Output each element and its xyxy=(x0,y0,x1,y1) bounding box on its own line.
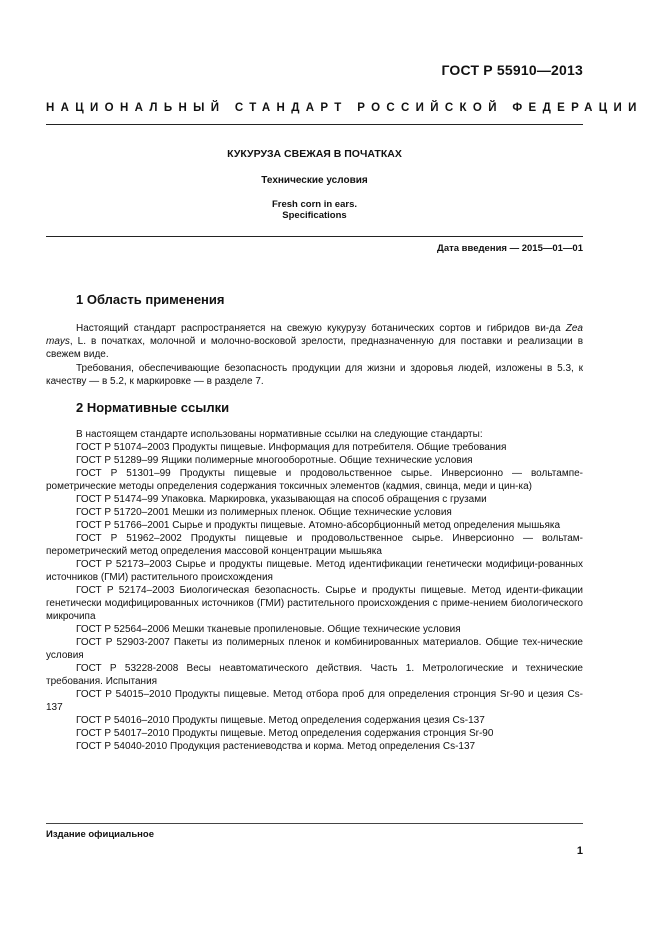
references-intro: В настоящем стандарте использованы нормативные ссылки на следующие стандарты: xyxy=(76,429,483,440)
reference-item: ГОСТ Р 51301–99 Продукты пищевые и продовольственное сырье. Инверсионно — вольтампе-рометрические методы определения содержания токсичных элементов (кадмия, свинца, меди и цин-ка) xyxy=(46,468,583,492)
document-title-english xyxy=(46,199,583,221)
reference-item: ГОСТ Р 54017–2010 Продукты пищевые. Метод определения содержания стронция Sr-90 xyxy=(76,728,494,739)
footer-divider xyxy=(46,823,583,824)
document-title: КУКУРУЗА СВЕЖАЯ В ПОЧАТКАХ xyxy=(227,148,402,160)
reference-item: ГОСТ Р 54015–2010 Продукты пищевые. Метод отбора проб для определения стронция Sr-90 и цезия Cs-137 xyxy=(46,689,583,713)
page-number: 1 xyxy=(576,845,583,857)
title-divider xyxy=(46,236,583,237)
reference-item: ГОСТ Р 52903-2007 Пакеты из полимерных пленок и комбинированных материалов. Общие тех-нические условия xyxy=(46,637,583,661)
reference-item: ГОСТ Р 53228-2008 Весы неавтоматического действия. Часть 1. Метрологические и технические требования. Испытания xyxy=(46,663,583,687)
reference-item: ГОСТ Р 51962–2002 Продукты пищевые и продовольственное сырье. Инверсионно — вольтам-перометрический метод определения массовой концентрации мышьяка xyxy=(46,533,583,557)
section-heading-references: 2 Нормативные ссылки xyxy=(76,400,230,415)
reference-item: ГОСТ Р 51289–99 Ящики полимерные многооборотные. Общие технические условия xyxy=(76,455,473,466)
reference-item: ГОСТ Р 52564–2006 Мешки тканевые пропиленовые. Общие технические условия xyxy=(76,624,461,635)
reference-item: ГОСТ Р 54016–2010 Продукты пищевые. Метод определения содержания цезия Cs-137 xyxy=(76,715,485,726)
reference-item: ГОСТ Р 51720–2001 Мешки из полимерных пленок. Общие технические условия xyxy=(76,507,452,518)
scope-paragraph xyxy=(46,322,583,361)
section-heading-scope: 1 Область применения xyxy=(76,292,225,307)
reference-item: ГОСТ Р 51074–2003 Продукты пищевые. Информация для потребителя. Общие требования xyxy=(76,442,507,453)
header-divider xyxy=(46,124,583,125)
reference-item: ГОСТ Р 52174–2003 Биологическая безопасность. Сырье и продукты пищевые. Метод иденти-фикации генетически модифицированных источников (ГМИ) растительного происхождения с приме-нением биологического микрочипа xyxy=(46,585,583,622)
reference-item: ГОСТ Р 51474–99 Упаковка. Маркировка, указывающая на способ обращения с грузами xyxy=(76,494,487,505)
safety-paragraph: Требования, обеспечивающие безопасность продукции для жизни и здоровья людей, изложены в 5.3, к качеству — в 5.2, к маркировке — в разделе 7. xyxy=(46,363,583,387)
english-subtitle-line: Specifications xyxy=(282,210,347,221)
introduction-date: Дата введения — 2015—01—01 xyxy=(437,243,583,254)
references-block xyxy=(46,428,583,753)
reference-item: ГОСТ Р 52173–2003 Сырье и продукты пищевые. Метод идентификации генетически модифици-рованных источников (ГМИ) растительного происхождения xyxy=(46,559,583,583)
national-standard-banner: НАЦИОНАЛЬНЫЙ СТАНДАРТ РОССИЙСКОЙ ФЕДЕРАЦИИ xyxy=(46,102,643,114)
scope-text-part2: , L. в початках, молочной и молочно-восковой зрелости, предназначенную для поставки и реализации в свежем виде. xyxy=(46,336,583,360)
species-name: Zea mays xyxy=(46,323,583,347)
document-code: ГОСТ Р 55910—2013 xyxy=(441,62,583,78)
reference-item: ГОСТ Р 51766–2001 Сырье и продукты пищевые. Атомно-абсорбционный метод определения мышьяка xyxy=(76,520,561,531)
document-subtitle: Технические условия xyxy=(261,175,368,186)
reference-item: ГОСТ Р 54040-2010 Продукция растениеводства и корма. Метод определения Cs-137 xyxy=(76,741,476,752)
official-edition-label: Издание официальное xyxy=(46,829,154,840)
english-title-line: Fresh corn in ears. xyxy=(271,199,357,210)
scope-text-part1: Настоящий стандарт распространяется на свежую кукурузу ботанических сортов и гибридов ви-да xyxy=(76,323,566,334)
